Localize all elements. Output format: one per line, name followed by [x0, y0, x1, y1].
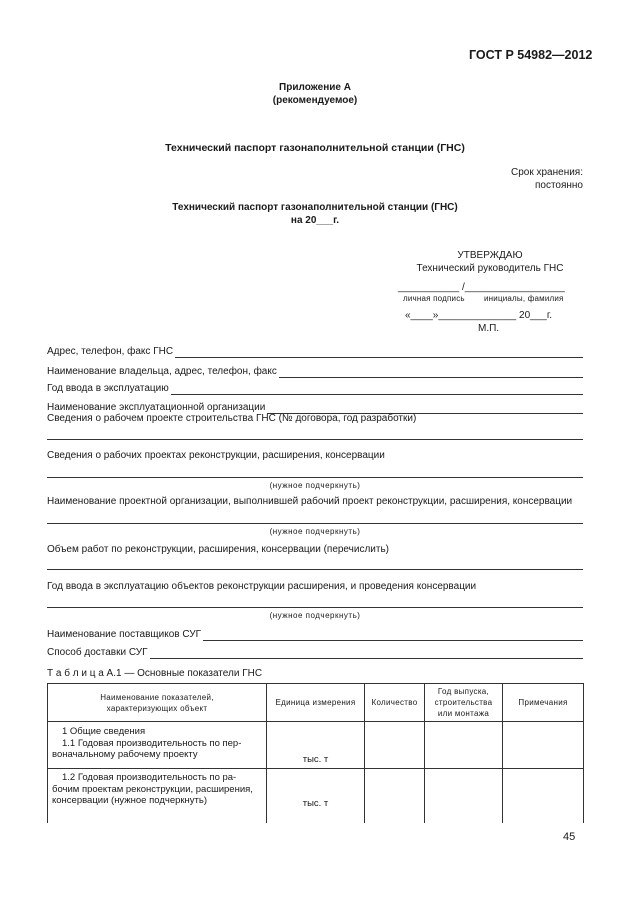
row-unit-value: тыс. т [302, 754, 329, 765]
field-address[interactable] [47, 344, 583, 358]
design-org-line[interactable] [47, 523, 583, 524]
row-unit [267, 722, 365, 769]
row-name [48, 769, 267, 823]
table-caption: Т а б л и ц а А.1 — Основные показатели ГНС [47, 668, 263, 679]
reconstruction-projects-line[interactable] [47, 477, 583, 478]
note-underline: (нужное подчеркнуть) [269, 481, 361, 490]
table-row [48, 769, 584, 823]
signature-blanks: ___________ /__________________ [398, 282, 565, 293]
field-commissioning-year-label: Год ввода в эксплуатацию [47, 383, 169, 394]
row-quantity[interactable] [365, 722, 425, 769]
row-name-line: 1 Общие сведения [62, 726, 146, 737]
approval-title: УТВЕРЖДАЮ [457, 250, 523, 261]
objects-year-label: Год ввода в эксплуатацию объектов реконструкции расширения, и проведения консервации [47, 581, 477, 592]
row-name-line: 1.2 Годовая производительность по ра- [62, 772, 237, 783]
main-indicators-table [47, 683, 584, 823]
row-notes[interactable] [503, 769, 584, 823]
approval-date: «____»______________ 20___г. [405, 310, 553, 321]
work-volume-label: Объем работ по реконструкции, расширения, консервации (перечислить) [47, 544, 390, 555]
project-info-line[interactable] [47, 439, 583, 440]
table-header-row [48, 684, 584, 722]
row-name-line: 1.1 Годовая производительность по пер- [62, 737, 242, 749]
field-delivery[interactable] [47, 645, 583, 659]
field-address-label: Адрес, телефон, факс ГНС [47, 346, 174, 357]
field-operating-org[interactable] [47, 400, 583, 414]
field-delivery-label: Способ доставки СУГ [47, 647, 148, 658]
storage-label: Срок хранения: [510, 167, 583, 178]
appendix-title: Приложение А [279, 82, 351, 93]
field-suppliers-label: Наименование поставщиков СУГ [47, 629, 202, 640]
row-quantity[interactable] [365, 769, 425, 823]
table-row [48, 722, 584, 769]
passport-title: Технический паспорт газонаполнительной станции (ГНС) [172, 202, 458, 213]
field-owner[interactable] [47, 364, 583, 378]
note-underline: (нужное подчеркнуть) [269, 611, 361, 620]
reconstruction-projects-label: Сведения о рабочих проектах реконструкции, расширения, консервации [47, 450, 385, 461]
objects-year-line[interactable] [47, 607, 583, 608]
field-commissioning-year[interactable] [47, 381, 583, 395]
main-title: Технический паспорт газонаполнительной станции (ГНС) [165, 142, 465, 154]
note-underline: (нужное подчеркнуть) [269, 527, 361, 536]
row-name-line: консервации (нужное подчеркнуть) [52, 795, 207, 806]
field-suppliers[interactable] [47, 627, 583, 641]
row-name [48, 722, 267, 769]
row-year[interactable] [425, 769, 503, 823]
standard-number: ГОСТ Р 54982—2012 [469, 48, 593, 62]
approval-role: Технический руководитель ГНС [416, 263, 564, 274]
work-volume-line[interactable] [47, 569, 583, 570]
row-unit [267, 769, 365, 823]
signature-label: личная подпись [403, 294, 465, 303]
field-owner-label: Наименование владельца, адрес, телефон, факс [47, 366, 277, 377]
header-notes: Примечания [503, 684, 584, 722]
row-name-line: воначальному рабочему проекту [52, 749, 198, 760]
name-label: инициалы, фамилия [484, 294, 564, 303]
project-info-label: Сведения о рабочем проекте строительства ГНС (№ договора, год разработки) [47, 413, 417, 424]
header-indicator: Наименование показателей, характеризующих объект [48, 684, 267, 722]
row-unit-value: тыс. т [302, 797, 329, 809]
passport-year: на 20___г. [290, 215, 340, 226]
header-unit: Единица измерения [267, 684, 365, 722]
design-org-label: Наименование проектной организации, выполнившей рабочий проект реконструкции, расширения, консервации [47, 496, 573, 507]
storage-value: постоянно [534, 180, 583, 191]
row-notes[interactable] [503, 722, 584, 769]
page-number: 45 [563, 831, 576, 843]
field-operating-org-label: Наименование эксплуатационной организации [47, 402, 266, 413]
header-year: Год выпуска, строительства или монтажа [425, 684, 503, 722]
appendix-subtitle: (рекомендуемое) [272, 95, 358, 106]
row-year[interactable] [425, 722, 503, 769]
stamp-label: М.П. [478, 323, 500, 334]
row-name-line: бочим проектам реконструкции, расширения, [52, 783, 253, 795]
header-quantity: Количество [365, 684, 425, 722]
